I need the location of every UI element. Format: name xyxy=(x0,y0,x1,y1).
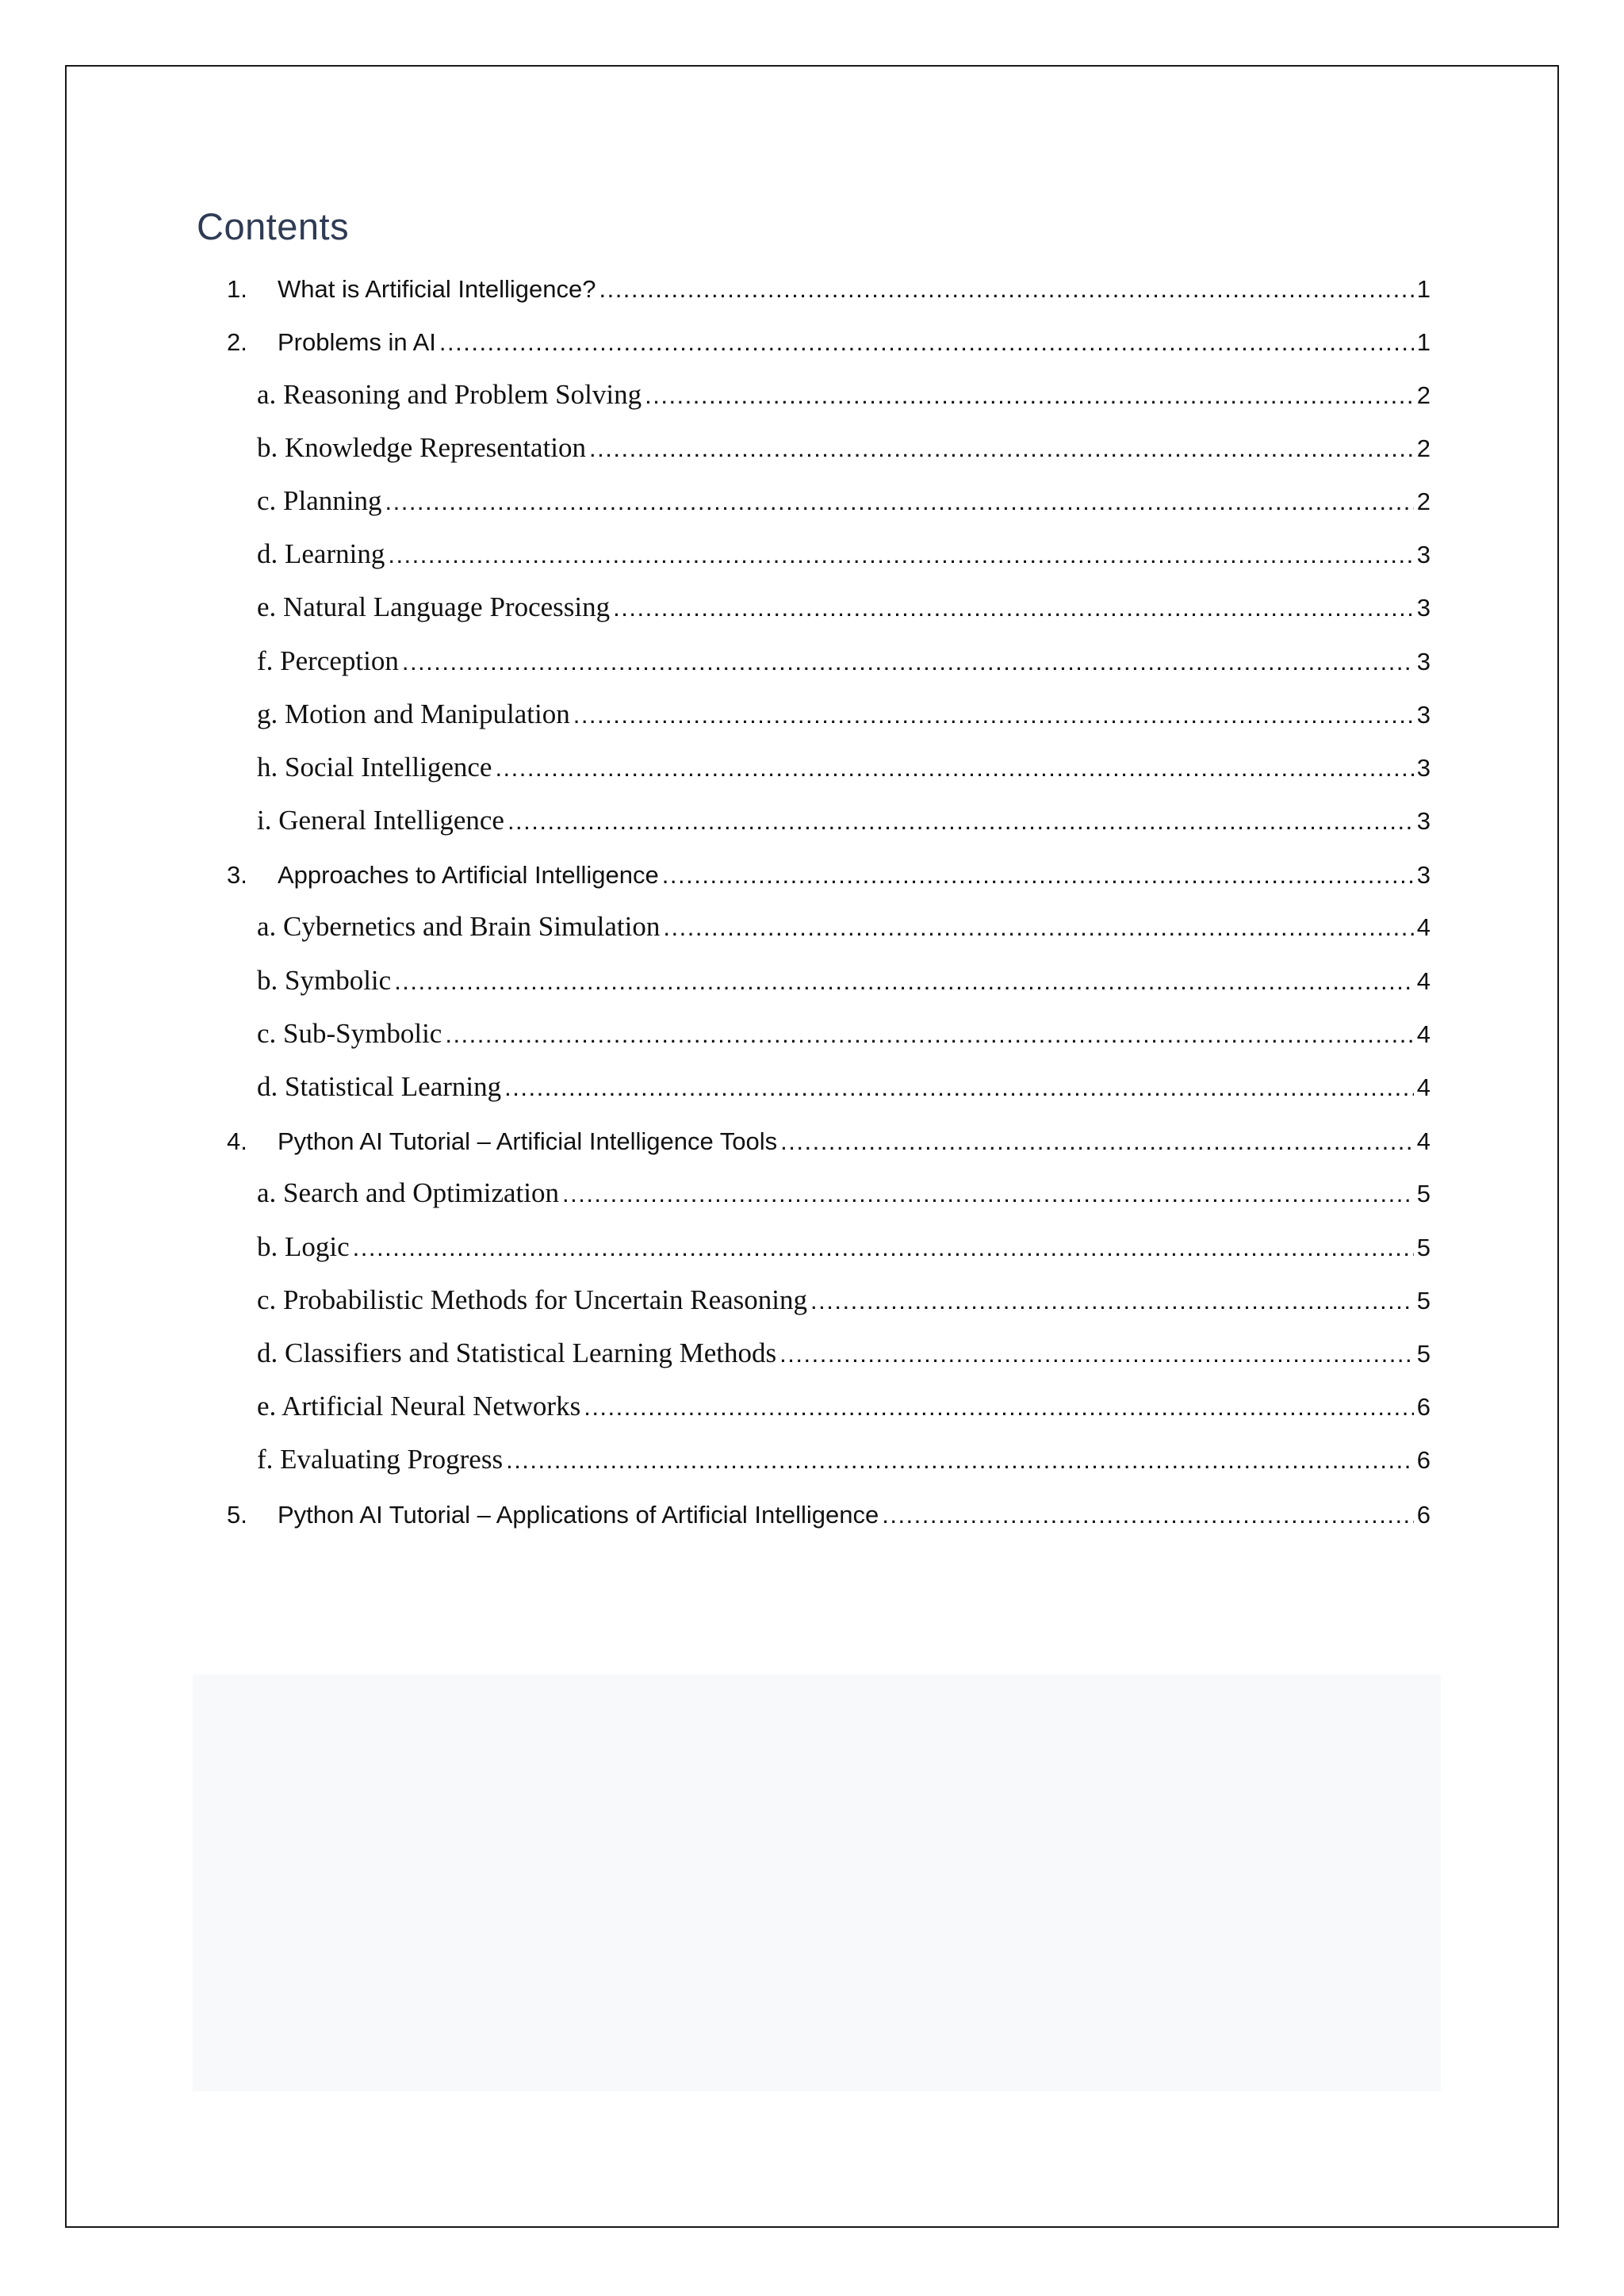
toc-entry-title: e. Natural Language Processing xyxy=(257,591,611,623)
table-of-contents xyxy=(197,262,1431,1540)
toc-entry-page: 4 xyxy=(1416,1020,1431,1048)
toc-entry-title: b. Symbolic xyxy=(257,964,392,996)
toc-subentry[interactable] xyxy=(197,1061,1431,1114)
toc-subentry[interactable] xyxy=(197,368,1431,421)
toc-entry-page: 6 xyxy=(1416,1446,1431,1475)
toc-entry-title: c. Planning xyxy=(257,484,382,516)
toc-subentry[interactable] xyxy=(197,581,1431,634)
toc-entry-title: a. Search and Optimization xyxy=(257,1177,559,1209)
toc-dot-leader xyxy=(589,434,1414,463)
toc-dot-leader xyxy=(662,861,1414,890)
toc-entry-title: Approaches to Artificial Intelligence xyxy=(278,861,659,890)
toc-entry-page: 4 xyxy=(1416,966,1431,995)
toc-subentry[interactable] xyxy=(197,1008,1431,1061)
toc-dot-leader xyxy=(599,275,1413,304)
toc-dot-leader xyxy=(573,701,1414,729)
toc-entry-title: b. Knowledge Representation xyxy=(257,431,587,463)
toc-entry-page: 3 xyxy=(1416,861,1431,890)
toc-entry-page: 6 xyxy=(1416,1393,1431,1422)
toc-heading: Contents xyxy=(197,205,350,247)
toc-dot-leader xyxy=(394,967,1414,996)
toc-entry-title: b. Logic xyxy=(257,1230,350,1262)
toc-entry-page: 2 xyxy=(1416,381,1431,409)
toc-subentry[interactable] xyxy=(197,1327,1431,1380)
toc-entry-page: 3 xyxy=(1416,807,1431,836)
toc-entry-title: c. Sub-Symbolic xyxy=(257,1017,442,1049)
toc-entry-title: Problems in AI xyxy=(278,328,436,357)
toc-entry-page: 2 xyxy=(1416,487,1431,515)
toc-dot-leader xyxy=(882,1501,1414,1529)
toc-dot-leader xyxy=(439,328,1414,357)
toc-entry-title: h. Social Intelligence xyxy=(257,751,492,783)
toc-entry-page: 3 xyxy=(1416,594,1431,622)
toc-subentry[interactable] xyxy=(197,794,1431,848)
toc-subentry[interactable] xyxy=(197,1220,1431,1273)
toc-entry-title: e. Artificial Neural Networks xyxy=(257,1391,581,1422)
toc-subentry[interactable] xyxy=(197,688,1431,741)
toc-entry-title: f. Perception xyxy=(257,645,399,676)
toc-dot-leader xyxy=(562,1180,1414,1208)
toc-entry-number: 2. xyxy=(227,328,247,357)
toc-entry[interactable] xyxy=(197,1114,1431,1167)
toc-subentry[interactable] xyxy=(197,1380,1431,1433)
toc-entry-title: d. Classifiers and Statistical Learning Methods xyxy=(257,1337,777,1368)
toc-entry-page: 2 xyxy=(1416,434,1431,462)
toc-subentry[interactable] xyxy=(197,1274,1431,1327)
toc-dot-leader xyxy=(506,1446,1414,1475)
toc-entry[interactable] xyxy=(197,848,1431,901)
toc-dot-leader xyxy=(353,1234,1414,1262)
toc-subentry[interactable] xyxy=(197,1167,1431,1220)
toc-subentry[interactable] xyxy=(197,1433,1431,1487)
toc-entry-page: 3 xyxy=(1416,541,1431,569)
toc-subentry[interactable] xyxy=(197,422,1431,475)
toc-entry-page: 5 xyxy=(1416,1339,1431,1368)
toc-dot-leader xyxy=(779,1340,1414,1368)
toc-dot-leader xyxy=(663,913,1413,942)
toc-entry-page: 1 xyxy=(1416,328,1431,357)
toc-entry-title: d. Statistical Learning xyxy=(257,1071,502,1102)
toc-entry-page: 4 xyxy=(1416,913,1431,942)
toc-subentry[interactable] xyxy=(197,954,1431,1007)
toc-entry[interactable] xyxy=(197,262,1431,315)
toc-subentry[interactable] xyxy=(197,741,1431,794)
toc-entry-title: i. General Intelligence xyxy=(257,805,504,836)
toc-entry-page: 3 xyxy=(1416,700,1431,729)
toc-entry-page: 1 xyxy=(1416,275,1431,304)
toc-entry[interactable] xyxy=(197,1487,1431,1540)
toc-entry-page: 5 xyxy=(1416,1180,1431,1208)
toc-dot-leader xyxy=(645,381,1414,410)
toc-dot-leader xyxy=(504,1073,1414,1102)
toc-entry-page: 5 xyxy=(1416,1286,1431,1314)
toc-entry-title: f. Evaluating Progress xyxy=(257,1444,504,1475)
toc-entry-number: 3. xyxy=(227,861,247,890)
toc-subentry[interactable] xyxy=(197,634,1431,687)
toc-dot-leader xyxy=(613,594,1414,622)
toc-subentry[interactable] xyxy=(197,901,1431,954)
toc-dot-leader xyxy=(495,754,1413,783)
toc-entry-page: 6 xyxy=(1416,1500,1431,1529)
toc-dot-leader xyxy=(402,648,1414,676)
toc-entry-title: What is Artificial Intelligence? xyxy=(278,275,596,304)
toc-entry-title: Python AI Tutorial – Applications of Artificial Intelligence xyxy=(278,1500,879,1529)
toc-entry-number: 1. xyxy=(227,275,247,304)
toc-dot-leader xyxy=(388,541,1413,569)
toc-entry-title: d. Learning xyxy=(257,538,385,570)
toc-dot-leader xyxy=(385,488,1413,516)
toc-dot-leader xyxy=(584,1393,1414,1422)
toc-entry-page: 3 xyxy=(1416,647,1431,675)
toc-entry[interactable] xyxy=(197,315,1431,368)
toc-dot-leader xyxy=(810,1287,1414,1315)
empty-placeholder-box xyxy=(193,1674,1441,2091)
toc-entry-page: 4 xyxy=(1416,1127,1431,1156)
toc-dot-leader xyxy=(445,1020,1413,1049)
toc-entry-number: 4. xyxy=(227,1127,247,1156)
toc-subentry[interactable] xyxy=(197,475,1431,528)
toc-subentry[interactable] xyxy=(197,528,1431,581)
toc-entry-page: 5 xyxy=(1416,1233,1431,1261)
toc-entry-title: c. Probabilistic Methods for Uncertain Reasoning xyxy=(257,1284,808,1315)
toc-dot-leader xyxy=(780,1127,1414,1156)
toc-entry-number: 5. xyxy=(227,1500,247,1529)
toc-entry-page: 3 xyxy=(1416,753,1431,782)
toc-entry-title: a. Reasoning and Problem Solving xyxy=(257,378,642,410)
toc-entry-title: a. Cybernetics and Brain Simulation xyxy=(257,911,661,943)
toc-dot-leader xyxy=(508,807,1414,836)
toc-entry-page: 4 xyxy=(1416,1073,1431,1101)
toc-entry-title: Python AI Tutorial – Artificial Intelligence Tools xyxy=(278,1127,778,1156)
toc-entry-title: g. Motion and Manipulation xyxy=(257,698,570,729)
